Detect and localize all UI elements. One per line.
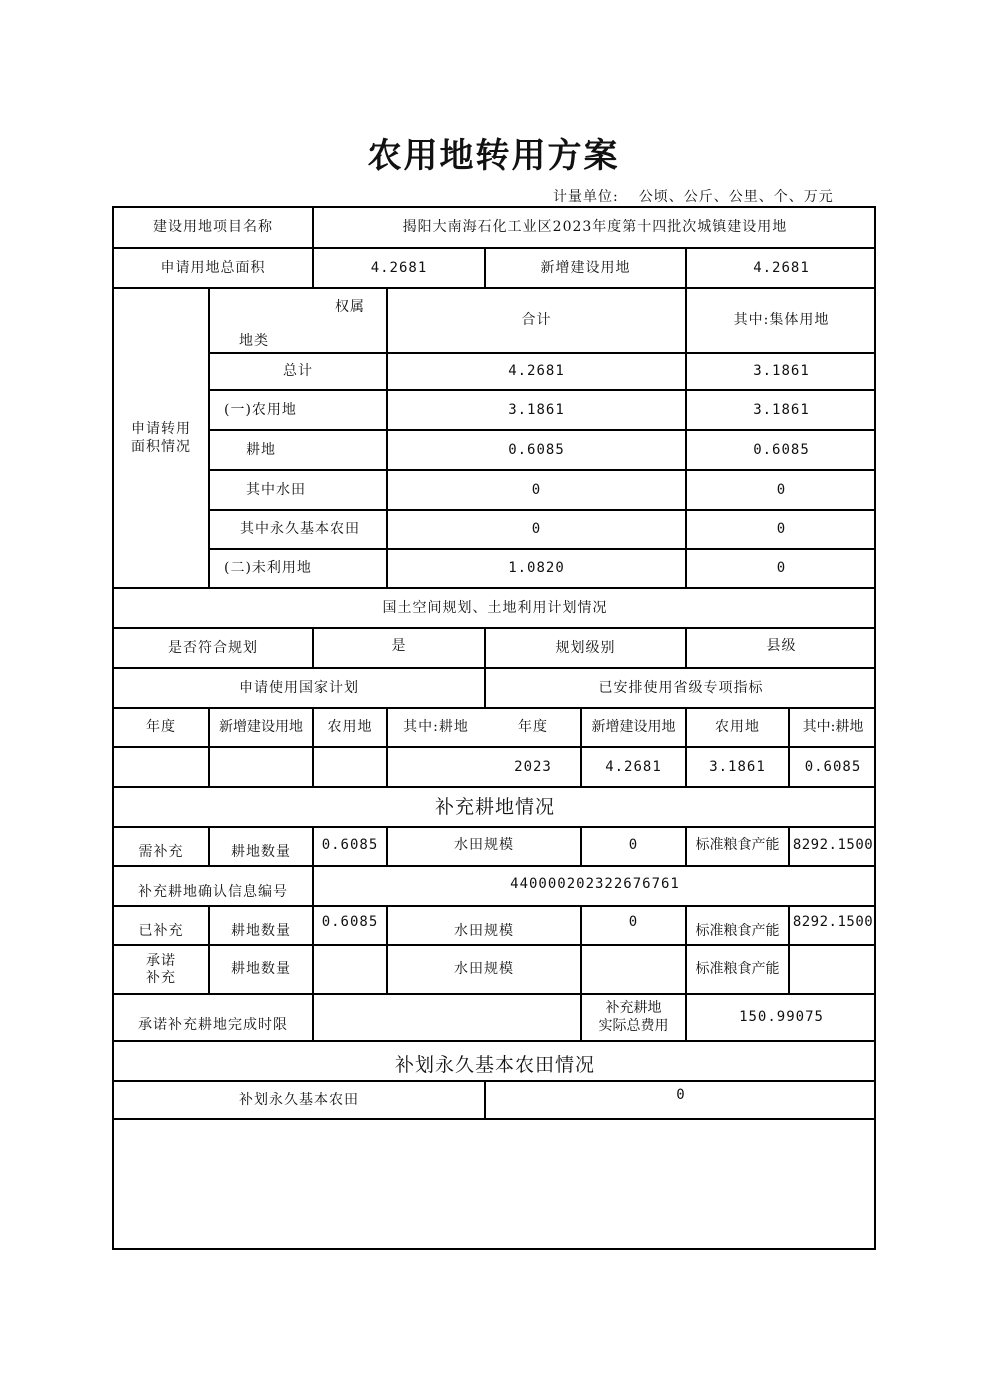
unit-label: 计量单位: [553,189,619,205]
promise-label-line1: 承诺 [146,953,176,970]
row-basic-farmland-collective: 0 [776,521,787,538]
row-unused-collective: 0 [776,560,787,577]
level-label: 规划级别 [555,639,616,656]
col-collective-header: 其中:集体用地 [733,312,830,329]
done-grain-value: 8292.1500 [792,914,874,930]
row-total-sum: 4.2681 [508,363,565,380]
col-provincial-cultivated: 其中:耕地 [802,719,864,736]
deadline-value [314,995,580,1040]
basic-farmland-label: 补划永久基本农田 [239,1091,359,1108]
row-paddy-collective: 0 [776,481,787,498]
page-title: 农用地转用方案 [367,136,620,176]
provincial-new-construction-value: 4.2681 [605,758,662,775]
total-area-label: 申请用地总面积 [160,259,266,276]
promise-grain-label: 标准粮食产能 [695,961,780,978]
row-label-basic-farmland: 其中永久基本农田 [240,521,360,538]
planning-header: 国土空间规划、土地利用计划情况 [382,599,608,616]
header-land-type: 地类 [239,332,269,349]
done-paddy-label: 水田规模 [454,922,514,939]
col-national-year: 年度 [146,719,176,736]
need-paddy-value: 0 [628,837,639,853]
conversion-section-label: 申请转用面积情况 [131,420,191,455]
done-qty-value: 0.6085 [321,914,379,930]
new-construction-label: 新增建设用地 [540,259,631,276]
row-agri-collective: 3.1861 [753,401,810,418]
row-paddy-sum: 0 [531,481,542,498]
done-paddy-value: 0 [628,914,639,930]
new-construction-value: 4.2681 [753,259,810,276]
provincial-agri-value: 3.1861 [709,758,766,775]
row-label-unused: (二)未利用地 [224,560,312,577]
col-provincial-year: 年度 [518,719,548,736]
header-ownership: 权属 [335,298,365,315]
unit-value: 公顷、公斤、公里、个、万元 [638,189,834,205]
cost-label-line2: 实际总费用 [598,1017,669,1034]
cost-label-line1: 补充耕地 [605,1000,662,1016]
national-cultivated-value [388,748,484,786]
row-cultivated-collective: 0.6085 [753,441,810,458]
level-value: 县级 [766,638,797,654]
promise-qty-value [314,946,386,993]
provincial-quota-label: 已安排使用省级专项指标 [598,679,764,696]
need-label: 需补充 [138,843,184,860]
provincial-cultivated-value: 0.6085 [804,758,862,775]
deadline-label: 承诺补充耕地完成时限 [138,1016,288,1033]
comply-label: 是否符合规划 [168,639,258,656]
cost-label [582,995,685,1040]
promise-grain-value [790,946,876,993]
basic-farmland-value: 0 [676,1087,686,1103]
comply-value: 是 [391,638,407,654]
need-grain-value: 8292.1500 [792,837,874,853]
row-label-total: 总计 [283,363,313,380]
col-national-cultivated: 其中:耕地 [403,719,469,736]
national-new-construction-value [210,748,312,786]
need-grain-label: 标准粮食产能 [695,837,780,853]
unit-note [553,186,834,206]
promise-label [114,946,208,993]
done-grain-label: 标准粮食产能 [695,922,780,939]
basic-farmland-header: 补划永久基本农田情况 [394,1054,595,1077]
promise-paddy-label: 水田规模 [454,961,514,978]
national-year-value [114,748,208,786]
done-label: 已补充 [138,922,184,939]
row-label-cultivated: 耕地 [246,441,276,458]
row-total-collective: 3.1861 [753,363,810,380]
project-label: 建设用地项目名称 [153,219,273,236]
row-cultivated-sum: 0.6085 [508,441,565,458]
total-area-value: 4.2681 [370,259,428,276]
row-label-paddy: 其中水田 [246,481,306,498]
col-national-agri: 农用地 [327,719,373,736]
national-agri-value [314,748,386,786]
col-provincial-new-construction: 新增建设用地 [591,719,676,736]
row-label-agri: (一)农用地 [224,401,297,418]
supplement-header: 补充耕地情况 [434,795,555,818]
col-total-header: 合计 [521,312,552,329]
provincial-year-value: 2023 [514,758,552,775]
row-basic-farmland-sum: 0 [531,521,542,538]
row-agri-sum: 3.1861 [508,401,565,418]
promise-qty-label: 耕地数量 [231,961,291,978]
done-qty-label: 耕地数量 [231,922,291,939]
need-paddy-label: 水田规模 [454,837,514,853]
remarks-area [114,1120,876,1248]
conversion-form [112,206,876,1250]
project-value: 揭阳大南海石化工业区2023年度第十四批次城镇建设用地 [402,219,788,236]
col-provincial-agri: 农用地 [715,719,760,736]
national-plan-label: 申请使用国家计划 [239,679,359,696]
promise-paddy-value [582,946,685,993]
confirm-id-label: 补充耕地确认信息编号 [138,883,288,900]
cost-value: 150.99075 [739,1009,824,1026]
row-unused-sum: 1.0820 [508,560,565,577]
confirm-id-value: 440000202322676761 [510,876,680,892]
col-national-new-construction: 新增建设用地 [219,719,303,736]
promise-label-line2: 补充 [146,969,176,986]
need-qty-value: 0.6085 [321,837,379,853]
need-qty-label: 耕地数量 [231,843,291,860]
